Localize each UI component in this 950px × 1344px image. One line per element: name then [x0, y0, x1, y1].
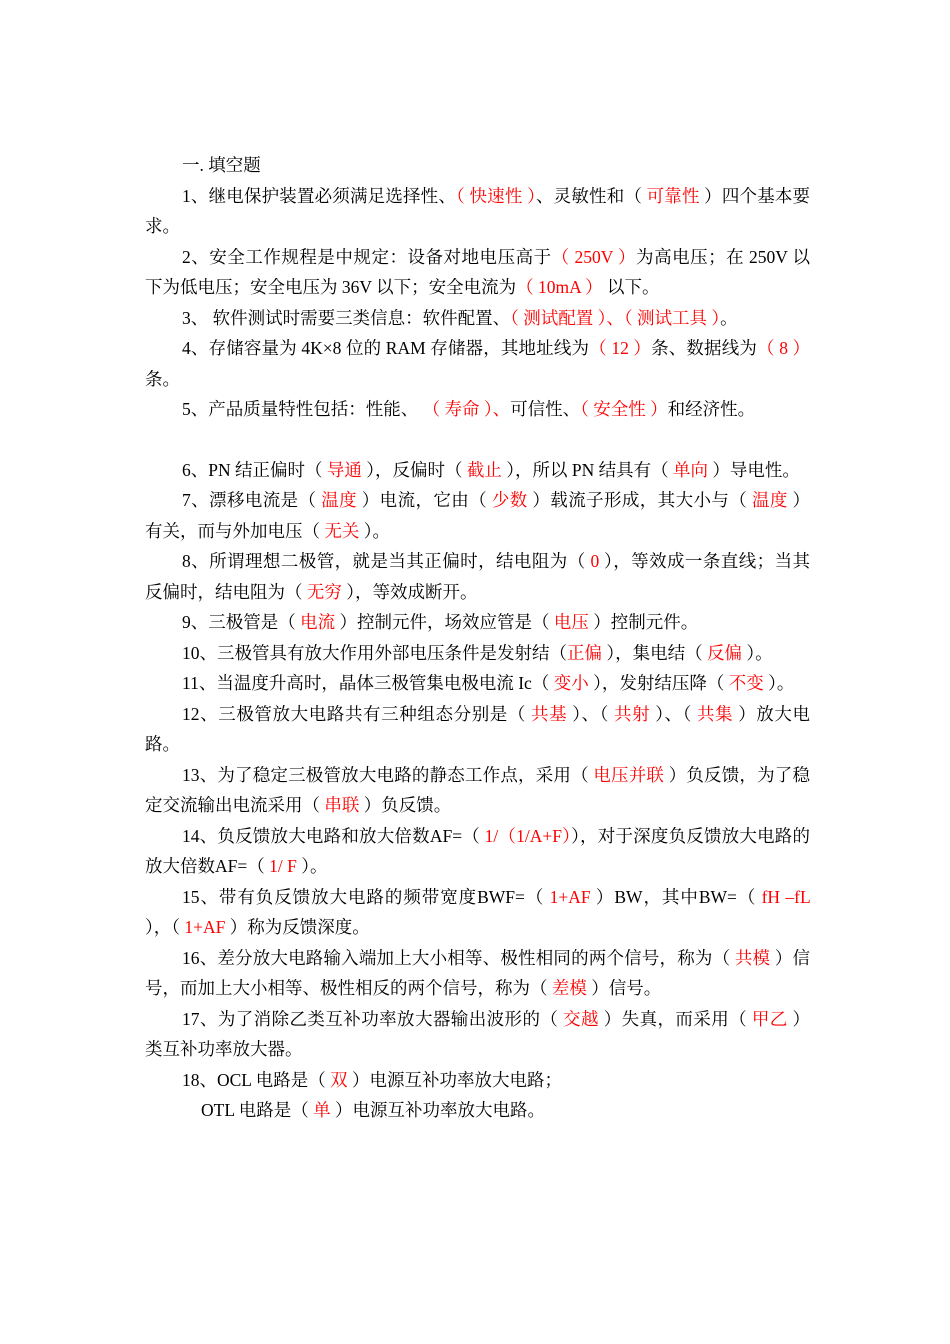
question-text: ）载流子形成，其大小与（	[527, 490, 752, 510]
question-item	[145, 1065, 810, 1096]
answer-text: 双	[330, 1069, 348, 1090]
answer-text: 1/ F	[269, 856, 297, 876]
question-text: ）信号。	[586, 978, 662, 998]
answer-text: （ 250V ）	[551, 246, 637, 267]
blank-line	[145, 425, 810, 455]
answer-text: 变小	[553, 673, 589, 693]
answer-text: 正偏	[567, 642, 602, 663]
answer-text: 无关	[324, 520, 360, 541]
question-text: ）负反馈，为了稳定交流输出电流采用（	[145, 764, 810, 815]
answer-text: 共射	[614, 703, 651, 724]
question-item	[145, 242, 810, 303]
question-text: ）、（	[650, 703, 697, 724]
question-text: 12、三极管放大电路共有三种组态分别是（	[182, 703, 531, 724]
question-item	[145, 455, 810, 486]
question-text: ）负反馈。	[359, 795, 452, 815]
question-text: ）失真，而采用（	[598, 1008, 752, 1029]
answer-text: （ 8 ）	[757, 338, 811, 358]
question-item	[145, 394, 810, 425]
answer-text: 温度	[321, 490, 357, 510]
answer-text: 电压并联	[593, 764, 665, 785]
question-item	[145, 821, 810, 882]
question-item	[145, 607, 810, 638]
question-text: ），等效成一条直线；当其反偏时，结电阻为（	[145, 551, 811, 602]
question-text: 2、安全工作规程是中规定：设备对地电压高于	[182, 246, 552, 267]
answer-text: （ 测试配置 ）、（ 测试工具 ）	[510, 307, 721, 328]
question-text: ）。	[742, 642, 773, 663]
question-text: 以下。	[602, 277, 660, 297]
question-text: ）。	[763, 673, 795, 693]
answer-text: 差模	[551, 978, 587, 998]
answer-text: 不变	[728, 673, 764, 693]
question-text: 、灵敏性和（	[536, 185, 647, 206]
question-text: 14、负反馈放大电路和放大倍数AF=（	[182, 825, 485, 846]
answer-text: （ 快速性 ）	[456, 185, 536, 206]
answer-text: 截止	[466, 459, 502, 480]
question-text: ）有关，而与外加电压（	[145, 490, 811, 541]
answer-text: （ 寿命 ）、	[422, 399, 511, 419]
question-text: 10、三极管具有放大作用外部电压条件是发射结（	[182, 642, 567, 663]
question-text: 1、继电保护装置必须满足选择性、	[182, 185, 457, 206]
question-text: 4、存储容量为 4K×8 位的 RAM 存储器，其地址线为	[182, 338, 590, 358]
question-text: ），所以 PN 结具有（	[501, 459, 673, 480]
answer-text: 少数	[491, 490, 528, 510]
question-text: ）放大电路。	[145, 703, 811, 754]
question-text: 16、差分放大电路输入端加上大小相等、极性相同的两个信号，称为（	[182, 947, 735, 968]
answer-text: 电流	[300, 612, 336, 632]
question-item	[145, 546, 810, 607]
question-text: 3、 软件测试时需要三类信息：软件配置、	[182, 307, 511, 328]
answer-text: 单向	[673, 459, 708, 480]
question-text: ）称为反馈深度。	[225, 917, 370, 937]
answer-text: （ 12 ）	[589, 338, 652, 358]
answer-text: 1+AF	[184, 917, 226, 937]
question-text: 17、为了消除乙类互补功率放大器输出波形的（	[182, 1008, 564, 1029]
question-text: ）。	[296, 856, 328, 876]
answer-text: 共基	[531, 703, 568, 724]
question-item	[145, 303, 810, 334]
question-item	[145, 333, 810, 394]
answer-text: 串联	[324, 795, 360, 815]
question-text: ）类互补功率放大器。	[145, 1008, 811, 1059]
answer-text: 反偏	[707, 642, 742, 663]
answer-text: 共模	[734, 947, 771, 968]
question-text: 6、PN 结正偏时（	[182, 459, 327, 480]
question-text: 条。	[145, 368, 180, 389]
question-text: 15、带有负反馈放大电路的频带宽度BWF=（	[182, 886, 550, 907]
section-heading: 一. 填空题	[182, 155, 261, 175]
question-item	[145, 485, 810, 546]
question-text: ）电源互补功率放大电路；	[347, 1069, 562, 1090]
question-text: OTL 电路是（	[201, 1100, 314, 1120]
question-text: 7、漂移电流是（	[182, 490, 322, 510]
answer-text: 温度	[751, 490, 788, 510]
question-text: 条、数据线为	[651, 338, 758, 358]
question-text: 9、三极管是（	[182, 612, 301, 632]
answer-text: 共集	[697, 703, 734, 724]
question-text: 。	[720, 307, 738, 328]
question-text: ）BW，其中BW=（	[590, 886, 762, 907]
question-text: ），等效成断开。	[341, 581, 478, 602]
question-text: ），（	[145, 917, 185, 937]
question-item	[145, 882, 810, 943]
answer-text: 单	[313, 1100, 331, 1120]
answer-text: 甲乙	[751, 1008, 788, 1029]
question-item	[145, 760, 810, 821]
question-text: 13、为了稳定三极管放大电路的静态工作点，采用（	[182, 764, 594, 785]
answer-text: 1/（1/A+F）	[484, 825, 572, 846]
question-item	[145, 1004, 810, 1065]
question-list	[145, 181, 810, 1096]
answer-text: 交越	[563, 1008, 599, 1029]
question-text: ）导电性。	[708, 459, 800, 480]
question-text: 可信性、	[510, 399, 581, 419]
question-text: ）四个基本要求。	[145, 185, 811, 236]
answer-text: 电压	[553, 612, 589, 632]
question-text: ），发射结压降（	[588, 673, 729, 693]
answer-text: fH –fL	[761, 886, 810, 907]
question-item	[145, 943, 810, 1004]
answer-text: （ 安全性 ）	[580, 399, 668, 419]
question-item	[145, 668, 810, 699]
answer-text: 可靠性	[646, 185, 700, 206]
question-item	[145, 181, 810, 242]
question-text: 为高电压；在 250V 以下为低电压；安全电压为 36V 以下；安全电流为	[145, 246, 811, 297]
answer-text: 1+AF	[549, 886, 591, 907]
question-item	[145, 699, 810, 760]
question-text: 和经济性。	[667, 399, 756, 419]
question-text: 8、所谓理想二极管，就是当其正偏时，结电阻为（	[182, 551, 591, 571]
question-text: ），集电结（	[602, 642, 707, 663]
question-text: ）。	[359, 520, 390, 541]
question-text: ），反偏时（	[361, 459, 467, 480]
question-text: ）电源互补功率放大电路。	[330, 1100, 545, 1120]
question-item	[145, 638, 810, 669]
question-line-otl	[145, 1095, 810, 1126]
answer-text: 无穷	[306, 581, 342, 602]
question-text: ），对于深度负反馈放大电路的放大倍数AF=（	[145, 825, 810, 876]
question-text: ）、（	[567, 703, 614, 724]
answer-text: 导通	[326, 459, 362, 480]
answer-text: （ 10mA ）	[516, 277, 603, 297]
question-text: ）信号，而加上大小相等、极性相反的两个信号，称为（	[145, 947, 810, 998]
answer-text: 0	[590, 551, 600, 571]
question-text: ）控制元件。	[588, 612, 699, 632]
question-text: ）控制元件，场效应管是（	[335, 612, 554, 632]
question-text: 18、OCL 电路是（	[182, 1069, 331, 1090]
document-page	[145, 150, 810, 1126]
question-text: 5、产品质量特性包括：性能、	[182, 399, 423, 419]
question-text: ）电流，它由（	[357, 490, 492, 510]
question-text: 11、当温度升高时，晶体三极管集电极电流 Ic（	[182, 673, 554, 693]
